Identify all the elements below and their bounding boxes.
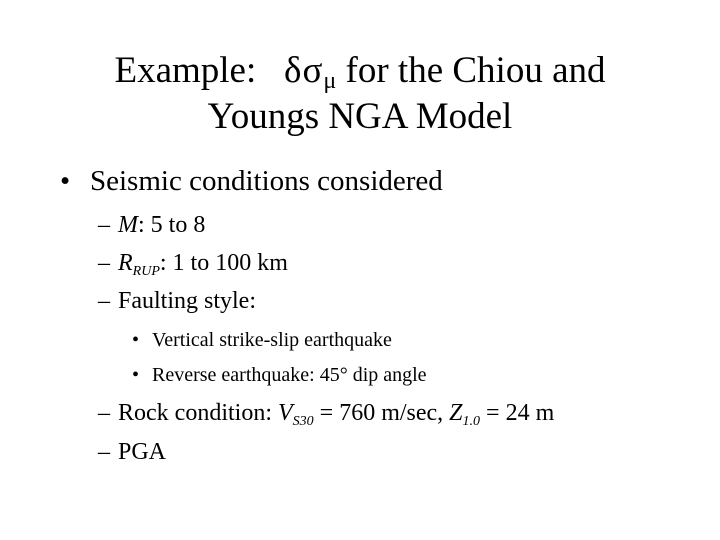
item-distance	[98, 248, 288, 278]
bullet-icon: •	[60, 165, 71, 197]
distance-var: R	[118, 250, 133, 276]
pga-text: PGA	[118, 439, 167, 465]
rock-var1: V	[277, 400, 293, 426]
dash-icon: –	[98, 439, 110, 465]
rock-sub2: 1.0	[462, 414, 481, 429]
item-pga	[98, 437, 166, 467]
title-symbol-subscript: μ	[323, 68, 337, 94]
rock-prefix: Rock condition:	[118, 400, 278, 426]
dash-icon: –	[98, 400, 110, 426]
title-line-1	[0, 48, 720, 94]
faulting-sub-item	[132, 327, 392, 353]
title-symbol: δσ	[284, 50, 324, 91]
faulting-sub-item	[132, 362, 427, 388]
magnitude-var: M	[118, 212, 138, 238]
title-prefix: Example:	[114, 50, 257, 91]
distance-text: : 1 to 100 km	[159, 250, 288, 276]
rock-end: = 24 m	[480, 400, 555, 426]
main-bullet	[60, 163, 443, 199]
faulting-sub-text: Reverse earthquake: 45° dip angle	[152, 364, 427, 386]
item-faulting	[98, 286, 256, 316]
title-rest: for the Chiou and	[345, 50, 606, 91]
slide-title	[0, 48, 720, 140]
dash-icon: –	[98, 250, 110, 276]
dash-icon: –	[98, 212, 110, 238]
item-rock	[98, 398, 554, 428]
distance-subscript: RUP	[132, 264, 160, 279]
main-bullet-text: Seismic conditions considered	[90, 165, 443, 197]
faulting-text: Faulting style:	[118, 288, 256, 314]
dash-icon: –	[98, 288, 110, 314]
rock-sub1: S30	[292, 414, 314, 429]
rock-var2: Z	[449, 400, 463, 426]
magnitude-text: : 5 to 8	[138, 212, 206, 238]
bullet-icon: •	[132, 329, 140, 351]
item-magnitude	[98, 210, 205, 240]
faulting-sub-text: Vertical strike-slip earthquake	[152, 329, 392, 351]
title-line-2: Youngs NGA Model	[207, 96, 513, 137]
rock-mid: = 760 m/sec,	[313, 400, 450, 426]
bullet-icon: •	[132, 364, 140, 386]
